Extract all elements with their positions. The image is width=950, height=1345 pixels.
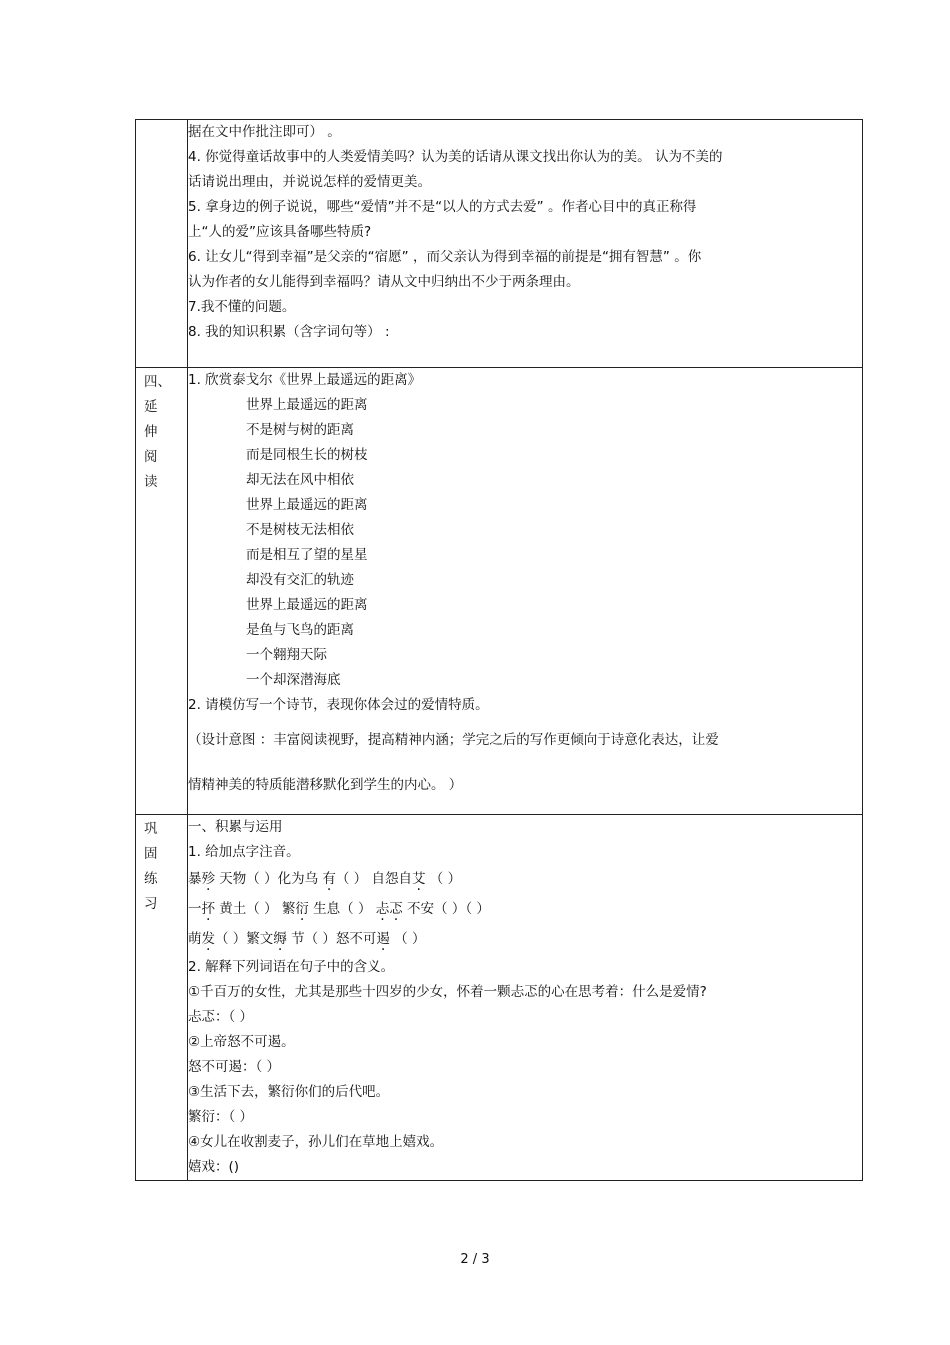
poem-line: 不是树与树的距离 [246,422,354,438]
text-line: 认为作者的女儿能得到幸福吗？请从文中归纳出不少于两条理由。 [188,274,580,290]
dotted-char: 发 [201,931,215,947]
label-char: 阅 [144,449,158,465]
question-7: 7.我不懂的问题。 [188,299,296,315]
question-1: 1. 给加点字注音。 [188,844,300,860]
section-heading: 一、积累与运用 [188,819,283,835]
dotted-char: 殄 [201,871,215,887]
poem-line: 世界上最遥远的距离 [246,497,368,513]
poem-line: 一个却深潜海底 [246,672,341,688]
dotted-char: 遏 [376,931,390,947]
pinyin-row-2: 一抔 黄土（ ） 繁衍 生息（ ） 忐忑 不安（ ）（ ） [188,901,490,917]
section-5-content [188,815,863,1181]
poem [188,393,862,693]
design-intent-line-2: 情精神美的特质能潜移默化到学生的内心。 ） [188,777,463,793]
dotted-char: 有 [322,871,336,887]
design-intent-line-1: （设计意图 ：丰富阅读视野，提高精神内涵；学完之后的写作更倾向于诗意化表达，让爱 [188,732,719,748]
lesson-table [135,119,863,1181]
side-cell-5 [136,815,188,1181]
sentence-item: ②上帝怒不可遏。 [188,1034,295,1050]
sentence-item: ④女儿在收割麦子，孙儿们在草地上嬉戏。 [188,1134,444,1150]
poem-line: 不是树枝无法相依 [246,522,354,538]
question-8: 8. 我的知识积累（含字词句等） : [188,324,390,340]
question-5: 5. 拿身边的例子说说，哪些“爱情”并不是“以人的方式去爱” 。作者心目中的真正称得 [188,199,697,215]
page-number: 2 / 3 [460,1252,490,1267]
poem-line: 却没有交汇的轨迹 [246,572,354,588]
label-char: 读 [144,474,158,490]
dotted-char: 艾 [411,871,426,887]
text-line: 上“人的爱”应该具备哪些特质? [188,224,372,240]
sentence-item: ③生活下去，繁衍你们的后代吧。 [188,1084,390,1100]
label-char: 固 [144,846,158,862]
answer-line: 嬉戏：() [188,1159,240,1175]
side-cell-3 [136,120,188,368]
section-3-content [188,120,863,368]
dotted-char: 抔 [201,901,215,917]
question-2: 2. 请模仿写一个诗节，表现你体会过的爱情特质。 [188,697,489,713]
question-1: 1. 欣赏泰戈尔《世界上最遥远的距离》 [188,372,422,388]
side-cell-4 [136,368,188,815]
poem-line: 却无法在风中相依 [246,472,354,488]
section-4-label [136,368,187,495]
text-line: 话请说出理由，并说说怎样的爱情更美。 [188,174,431,190]
row-section-3 [136,120,863,368]
label-char: 伸 [144,424,158,440]
answer-line: 繁衍：（ ） [188,1109,254,1125]
poem-line: 一个翱翔天际 [246,647,327,663]
question-6: 6. 让女儿“得到幸福”是父亲的“宿愿” ，而父亲认为得到幸福的前提是“拥有智慧” 。你 [188,249,702,265]
label-char: 四、 [144,374,171,390]
row-section-4 [136,368,863,815]
question-2: 2. 解释下列词语在句子中的含义。 [188,959,395,975]
pinyin-row-1: 暴殄 天物（ ）化为乌 有（ ） 自怨自艾 （ ） [188,871,462,887]
poem-line: 而是同根生长的树枝 [246,447,368,463]
poem-line: 世界上最遥远的距离 [246,597,368,613]
section-5-label [136,815,187,917]
label-char: 练 [144,871,158,887]
dotted-char: 衍 [295,901,309,917]
dotted-char: 忑 [389,901,403,917]
dotted-char: 缛 [273,931,287,947]
label-char: 延 [144,399,158,415]
answer-line: 怒不可遏：（ ） [188,1059,281,1075]
question-4: 4. 你觉得童话故事中的人类爱情美吗？认为美的话请从课文找出你认为的美。 认为不美的 [188,149,723,165]
pinyin-row-3: 萌发（ ）繁文缛 节（ ）怒不可遏 （ ） [188,931,426,947]
answer-line: 忐忑：（ ） [188,1009,254,1025]
poem-line: 而是相互了望的星星 [246,547,368,563]
label-char: 巩 [144,821,158,837]
dotted-char: 忐 [375,901,390,917]
poem-line: 是鱼与飞鸟的距离 [246,622,354,638]
label-char: 习 [144,896,158,912]
text-line: 据在文中作批注即可） 。 [188,124,341,140]
row-section-5 [136,815,863,1181]
worksheet [135,119,863,1181]
section-4-content [188,368,863,815]
poem-line: 世界上最遥远的距离 [246,397,368,413]
sentence-item: ①千百万的女性，尤其是那些十四岁的少女，怀着一颗忐忑的心在思考着：什么是爱情? [188,984,707,1000]
